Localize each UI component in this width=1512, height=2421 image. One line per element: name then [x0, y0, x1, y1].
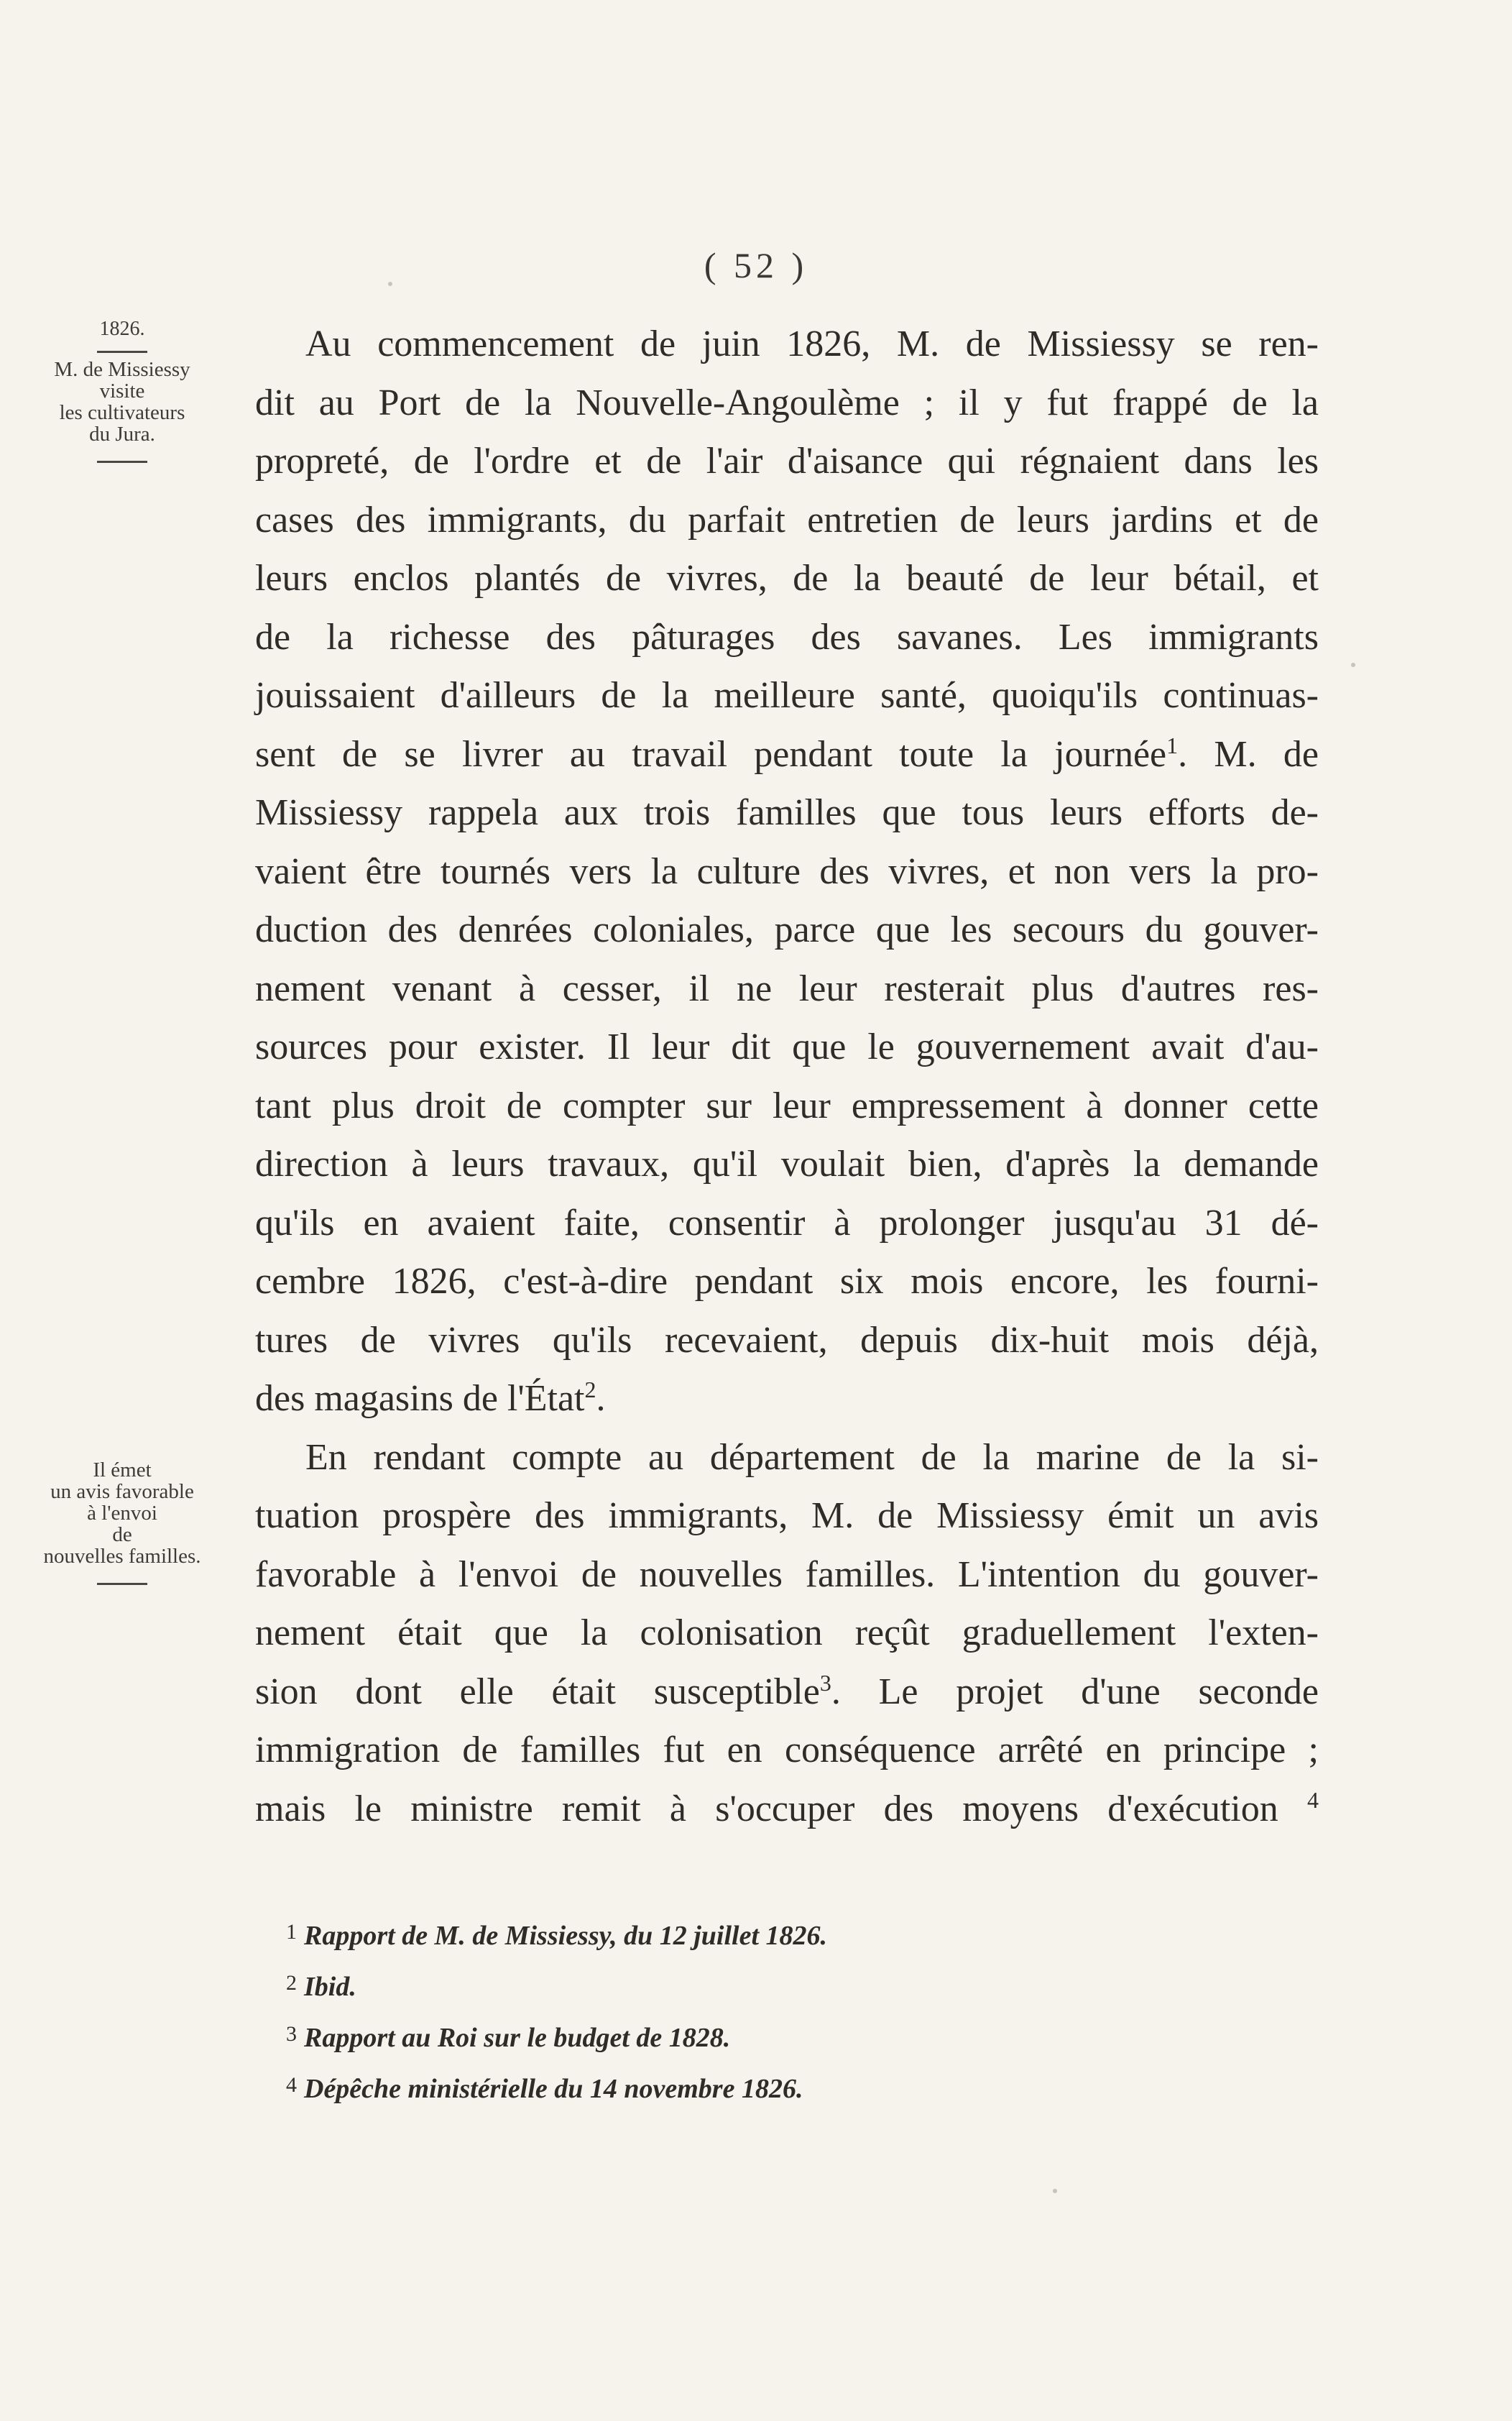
text-segment: . M. de	[1178, 733, 1319, 775]
text-line: direction à leurs travaux, qu'il voulait bien, d'après la demande	[255, 1144, 1319, 1185]
footnote-text: Ibid.	[304, 1972, 356, 2002]
text-line: tures de vivres qu'ils recevaient, depuis dix-huit mois déjà,	[255, 1319, 1319, 1361]
text-line: En rendant compte au département de la marine de la si-	[305, 1436, 1319, 1478]
footnotes	[286, 1908, 1292, 2113]
text-line: tant plus droit de compter sur leur empressement à donner cette	[255, 1085, 1319, 1126]
text-line: nement venant à cesser, il ne leur resterait plus d'autres res-	[255, 968, 1319, 1009]
footnote	[286, 2062, 1292, 2113]
text-line: cembre 1826, c'est-à-dire pendant six mois encore, les fourni-	[255, 1261, 1319, 1302]
text-line: duction des denrées coloniales, parce que les secours du gouver-	[255, 909, 1319, 950]
margin-note-line: du Jura.	[89, 423, 155, 446]
text-line	[255, 1663, 1319, 1722]
text-line: vaient être tournés vers la culture des vivres, et non vers la pro-	[255, 850, 1319, 892]
margin-note-line: les cultivateurs	[59, 401, 185, 424]
text-line: tuation prospère des immigrants, M. de Missiessy émit un avis	[255, 1495, 1319, 1536]
text-line: Au commencement de juin 1826, M. de Missiessy se ren-	[305, 323, 1319, 364]
margin-note-line: visite	[99, 380, 145, 403]
margin-note-line: un avis favorable	[50, 1480, 194, 1503]
margin-year: 1826.	[99, 318, 145, 340]
footnote-ref: 3	[819, 1669, 831, 1696]
text-line: de la richesse des pâturages des savanes. Les immigrants	[255, 616, 1319, 658]
paper-speck	[388, 282, 392, 286]
text-line: leurs enclos plantés de vivres, de la beauté de leur bétail, et	[255, 558, 1319, 599]
footnote-ref: 4	[1307, 1786, 1319, 1813]
paper-speck	[1351, 663, 1355, 667]
text-segment: des magasins de l'État	[255, 1378, 585, 1419]
margin-note-line: Il émet	[93, 1458, 152, 1481]
footnote-number: 2	[286, 1971, 297, 1995]
footnote-number: 4	[286, 2073, 297, 2097]
margin-divider	[97, 461, 147, 463]
text-line: cases des immigrants, du parfait entretien de leurs jardins et de	[255, 499, 1319, 541]
margin-divider	[97, 351, 147, 353]
text-line	[255, 725, 1319, 784]
text-line: sources pour exister. Il leur dit que le gouvernement avait d'au-	[255, 1026, 1319, 1067]
text-line: nement était que la colonisation reçût graduellement l'exten-	[255, 1612, 1319, 1653]
footnote-text: Dépêche ministérielle du 14 novembre 1826.	[304, 2074, 803, 2104]
footnote-text: Rapport de M. de Missiessy, du 12 juillet 1826.	[304, 1921, 828, 1951]
text-line: immigration de familles fut en conséquence arrêté en principe ;	[255, 1729, 1319, 1770]
text-segment: sent de se livrer au travail pendant toute la journée	[255, 733, 1167, 775]
text-line: propreté, de l'ordre et de l'air d'aisance qui régnaient dans les	[255, 441, 1319, 482]
text-line	[255, 1369, 1319, 1428]
margin-divider	[97, 1583, 147, 1585]
text-segment: mais le ministre remit à s'occuper des moyens d'exécution	[255, 1788, 1278, 1829]
footnote	[286, 2011, 1292, 2062]
footnote-number: 1	[286, 1920, 297, 1944]
footnote-number: 3	[286, 2022, 297, 2046]
margin-note-line: M. de Missiessy	[54, 358, 190, 381]
main-text	[255, 315, 1319, 1838]
margin-note-opinion	[14, 1459, 230, 1585]
footnote-ref: 2	[584, 1377, 596, 1402]
text-line	[255, 1780, 1319, 1839]
text-line: Missiessy rappela aux trois familles que tous leurs efforts de-	[255, 792, 1319, 833]
text-line: jouissaient d'ailleurs de la meilleure santé, quoiqu'ils continuas-	[255, 675, 1319, 716]
text-line: qu'ils en avaient faite, consentir à prolonger jusqu'au 31 dé-	[255, 1202, 1319, 1244]
text-segment: . Le projet d'une seconde	[831, 1671, 1319, 1712]
margin-note-line: à l'envoi	[87, 1502, 157, 1525]
footnote-ref: 1	[1166, 732, 1179, 758]
footnote	[286, 1960, 1292, 2011]
footnote	[286, 1908, 1292, 1960]
margin-note-line: de	[112, 1523, 132, 1546]
text-segment: sion dont elle était susceptible	[255, 1671, 820, 1712]
text-line: favorable à l'envoi de nouvelles familles. L'intention du gouver-	[255, 1553, 1319, 1595]
footnote-text: Rapport au Roi sur le budget de 1828.	[304, 2023, 731, 2053]
text-segment: .	[596, 1378, 606, 1419]
text-line: dit au Port de la Nouvelle-Angoulème ; il y fut frappé de la	[255, 382, 1319, 423]
margin-note-line: nouvelles familles.	[43, 1545, 201, 1568]
paper-speck	[1053, 2189, 1057, 2193]
margin-note-visit	[14, 318, 230, 463]
page-number: ( 52 )	[704, 245, 808, 285]
